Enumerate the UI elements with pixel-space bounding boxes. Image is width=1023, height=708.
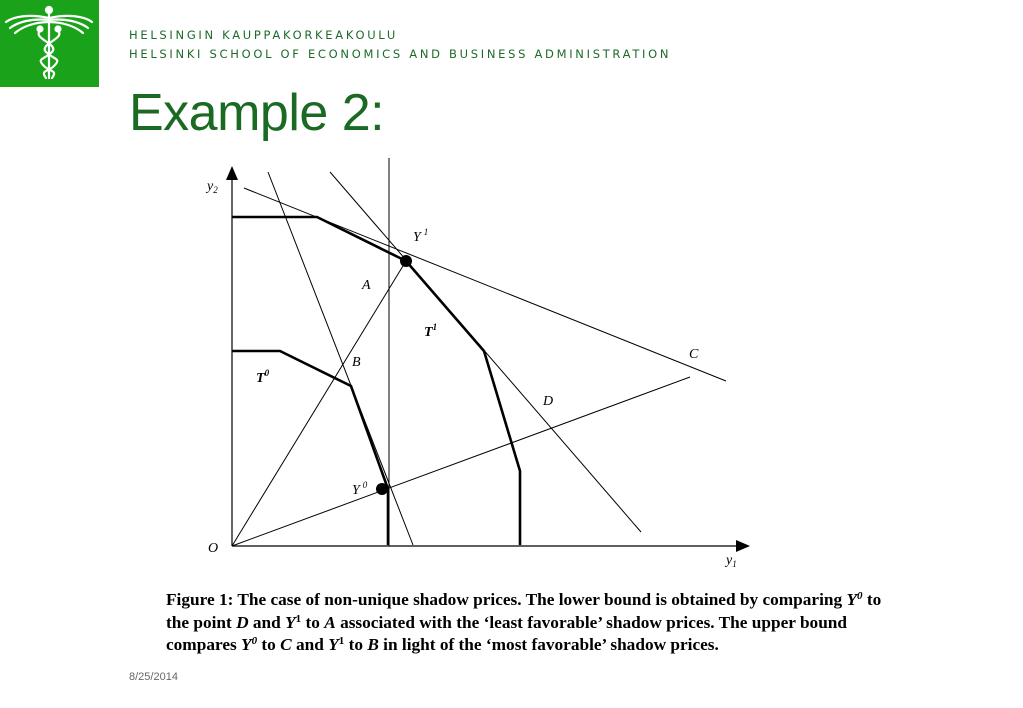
point-y1-label: Y $^1$	[413, 227, 429, 245]
origin-label: O	[208, 541, 219, 556]
frontier-t1-label: $T^1$	[424, 322, 438, 340]
point-y0-label: Y $^0$	[352, 480, 368, 498]
y-axis-label: $y_2$	[207, 179, 218, 195]
point-y0-marker	[376, 483, 388, 495]
school-name-finnish: HELSINGIN KAUPPAKORKEAKOULU	[129, 28, 398, 42]
x-axis-label: $y_1$	[726, 553, 737, 569]
x-axis-arrow	[736, 540, 750, 552]
point-c-label: C	[689, 347, 699, 362]
point-b-label: B	[352, 355, 361, 370]
frontier-t1	[232, 217, 520, 545]
slide-date: 8/25/2014	[129, 671, 178, 683]
y-axis-arrow	[226, 166, 238, 180]
point-y1-marker	[400, 255, 412, 267]
frontier-t0-label: $T^0$	[256, 368, 270, 386]
school-name-english: HELSINKI SCHOOL OF ECONOMICS AND BUSINESS ADMINISTRATION	[129, 47, 672, 61]
point-d-label: D	[543, 394, 554, 409]
point-a-label: A	[362, 278, 371, 293]
ray-to-c	[232, 377, 690, 546]
figure-caption: Figure 1: The case of non-unique shadow prices. The lower bound is obtained by comparing $Y^0$ to the point D and $Y^1$ to A associated with the ‘least favorable’ shadow prices. The upper bound compares $Y^0$ to C and $Y^1$ to B in light of the ‘most favorable’ shadow prices.	[166, 590, 882, 654]
slide-title: Example 2:	[129, 84, 385, 142]
